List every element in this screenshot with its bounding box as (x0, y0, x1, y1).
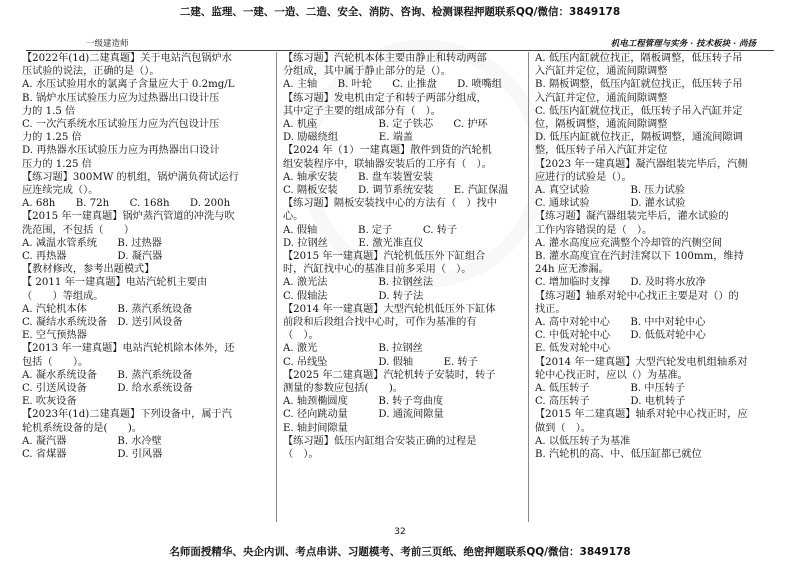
text-line: （ ）。 (283, 330, 319, 342)
text-line: 【练习题】轴系对轮中心找正主要是对（）的 (535, 290, 739, 302)
text-line: A. 凝水系统设备 B. 蒸汽系统设备 (22, 369, 193, 381)
text-line: D. 低压内缸就位找正，隔板调整，通流间隙调 (535, 132, 743, 144)
text-line: 轮中心找正时，应以（）为基准。 (535, 369, 688, 381)
text-line: 【练习题】低压内缸组合安装正确的过程是 (283, 435, 477, 447)
text-line: 【2025 年二建真题】汽轮机转子安装时，转子 (283, 369, 496, 381)
text-line: 前段和后段组合找中心时，可作为基准的有 (283, 317, 477, 329)
text-line: B. 隔板调整，低压内缸就位找正，低压转子吊 (535, 79, 743, 91)
column-1 (22, 52, 268, 524)
text-line: 【2014 年一建真题】大型汽轮机低压外下缸体 (283, 303, 496, 315)
text-line: 【2024 年（1）一建真题】散件到货的汽轮机 (283, 145, 492, 157)
text-line: 压力的 1.25 倍 (22, 158, 92, 170)
text-line: C. 再热器 D. 凝汽器 (22, 251, 163, 263)
text-line: 位，隔板调整，通流间隙调整 (535, 119, 668, 131)
text-line: 【练习题】300MW 的机组，锅炉满负荷试运行 (22, 171, 239, 183)
text-line: D. 励磁绕组 E. 端盖 (283, 132, 414, 144)
header-left: 一级建造师 (86, 39, 129, 49)
text-line: 【 2011 年一建真题】电站汽轮机主要由 (22, 277, 208, 289)
text-line: D. 拉钢丝 E. 激光准直仪 (283, 237, 424, 249)
text-line: C. 径向跳动量 D. 通流间隙量 (283, 409, 444, 421)
text-line: C. 引送风设备 D. 给水系统设备 (22, 383, 193, 395)
text-line: 应进行的试验是（）。 (535, 171, 632, 183)
text-line: 心。 (283, 211, 304, 223)
text-line: A. 主轴 B. 叶轮 C. 止推盘 D. 喷嘴组 (283, 79, 502, 91)
text-line: A. 以低压转子为基准 (535, 435, 631, 447)
text-line: 【2023 年一建真题】凝汽器组装完毕后，汽侧 (535, 158, 748, 170)
text-line: 24h 应无渗漏。 (535, 264, 609, 276)
text-line: A. 激光 B. 拉钢丝 (283, 343, 423, 355)
text-line: 【2015 年二建真题】轴系对轮中心找正时，应 (535, 409, 748, 421)
text-line: D. 再热器水压试验压力应为再热器出口设计 (22, 145, 220, 157)
text-line: A. 真空试验 B. 压力试验 (535, 185, 686, 197)
text-line: A. 激光法 B. 拉钢丝法 (283, 277, 434, 289)
text-line: 【2014 年一建真题】大型汽轮发电机组轴系对 (535, 356, 748, 368)
text-line: 【2023年(1d)二建真题】下列设备中，属于汽 (22, 409, 232, 421)
text-line: 【2013 年一建真题】电站汽轮机除本体外，还 (22, 343, 235, 355)
text-line: A. 轴承安装 B. 盘车装置安装 (283, 171, 434, 183)
header-right: 机电工程管理与实务 · 技术板块 · 尚扬 (610, 39, 756, 49)
text-line: 轮机系统设备的是( )。 (22, 422, 143, 434)
text-line: 【2015 年一建真题】汽轮机低压外下缸组合 (283, 251, 486, 263)
text-line: 应连续完成（）。 (22, 185, 99, 197)
text-line: A. 水压试验用水的氯离子含量应大于 0.2mg/L (22, 79, 235, 91)
text-line: 洗范围，不包括（ ） (22, 224, 135, 236)
text-line: 工作内容错误的是（ ）。 (535, 224, 653, 236)
text-line: C. 凝结水系统设备 D. 送引风设备 (22, 317, 183, 329)
text-line: 【2015 年一建真题】锅炉蒸汽管道的冲洗与吹 (22, 211, 235, 223)
text-line: B. 锅炉水压试验压力应为过热器出口设计压 (22, 92, 220, 104)
text-line: A. 68h B. 72h C. 168h D. 200h (22, 198, 231, 210)
text-line: C. 省煤器 D. 引风器 (22, 449, 163, 461)
text-line: 力的 1.25 倍 (22, 132, 82, 144)
text-line: 做到（ ）。 (535, 422, 592, 434)
page-number: 32 (394, 527, 406, 537)
text-line: 压试验的说法，正确的是（）。 (22, 66, 160, 78)
text-line: A. 灌水高度应充满整个冷却管的汽侧空间 (535, 237, 723, 249)
text-line: 找正。 (535, 303, 566, 315)
text-line: 测量的参数应包括( )。 (283, 383, 404, 395)
text-line: 【教材修改，参考出题模式】 (22, 264, 155, 276)
text-line: E. 吹灰设备 (22, 396, 77, 408)
text-line: 【练习题】凝汽器组装完毕后，灌水试验的 (535, 211, 729, 223)
text-line: 分组成，其中属于静止部分的是（）。 (283, 66, 452, 78)
text-line: 时，汽缸找中心的基准目前多采用（ ）。 (283, 264, 472, 276)
text-line: C. 高压转子 D. 电机转子 (535, 396, 686, 408)
text-line: C. 一次汽系统水压试验压力应为汽包设计压 (22, 119, 220, 131)
text-line: 其中定子主要的组成部分有（ ）。 (283, 105, 441, 117)
text-line: 入汽缸并定位，通流间隙调整 (535, 66, 668, 78)
text-line: 入汽缸并定位，通流间隙调整 (535, 92, 668, 104)
text-line: E. 空气预热器 (22, 330, 87, 342)
column-3 (535, 52, 781, 524)
top-banner: 二建、监理、一建、一造、二造、安全、消防、咨询、检测课程押题联系QQ/微信：3849178 (179, 6, 621, 18)
text-line: （ ）等组成。 (22, 290, 104, 302)
text-line: 【2022年(1d)二建真题】关于电站汽包锅炉水 (22, 53, 232, 64)
text-line: C. 低压内缸就位找正，低压转子吊入汽缸并定 (535, 105, 743, 117)
text-line: A. 低压内缸就位找正，隔板调整，低压转子吊 (535, 53, 743, 64)
column-divider (276, 52, 277, 522)
text-line: C. 中低对轮中心 D. 低低对轮中心 (535, 330, 706, 342)
text-line: 整，低压转子吊入汽缸并定位 (535, 145, 668, 157)
text-line: C. 通球试验 D. 灌水试验 (535, 198, 686, 210)
text-line: C. 吊线坠 D. 假轴 E. 转子 (283, 356, 478, 368)
text-line: A. 高中对轮中心 B. 中中对轮中心 (535, 317, 706, 329)
text-line: A. 机座 B. 定子铁芯 C. 护环 (283, 119, 488, 131)
text-line: E. 轴封间隙量 (283, 422, 348, 434)
text-line: 包括（ ）。 (22, 356, 89, 368)
text-line: 【练习题】隔板安装找中心的方法有（ ）找中 (283, 198, 497, 210)
text-line: A. 低压转子 B. 中压转子 (535, 383, 686, 395)
page-header (26, 36, 774, 51)
text-line: B. 灌水高度宜在汽封洼窝以下 100mm，维持 (535, 251, 744, 263)
text-line: B. 汽轮机的高、中、低压缸都已就位 (535, 449, 702, 461)
text-line: A. 凝汽器 B. 水冷壁 (22, 435, 162, 447)
text-line: C. 增加临时支撑 D. 及时将水放净 (535, 277, 706, 289)
text-line: A. 轴颈椭圆度 B. 转子弯曲度 (283, 396, 444, 408)
text-line: A. 减温水管系统 B. 过热器 (22, 237, 162, 249)
column-2 (283, 52, 529, 524)
text-line: A. 假轴 B. 定子 C. 转子 (283, 224, 458, 236)
text-line: C. 假轴法 D. 转子法 (283, 290, 424, 302)
text-line: C. 隔板安装 D. 调节系统安装 E. 汽缸保温 (283, 185, 509, 197)
bottom-banner: 名师面授精华、央企内训、考点串讲、习题模考、考前三页纸、绝密押题联系QQ/微信：3849178 (169, 546, 631, 558)
text-line: 力的 1.5 倍 (22, 105, 76, 117)
text-line: 【练习题】汽轮机本体主要由静止和转动两部 (283, 53, 487, 64)
text-line: 【练习题】发电机由定子和转子两部分组成， (283, 92, 487, 104)
text-line: 组安装程序中，联轴器安装后的工序有（ ）。 (283, 158, 492, 170)
text-line: E. 低发对轮中心 (535, 343, 611, 355)
text-line: A. 汽轮机本体 B. 蒸汽系统设备 (22, 303, 193, 315)
text-line: （ ）。 (283, 449, 319, 461)
